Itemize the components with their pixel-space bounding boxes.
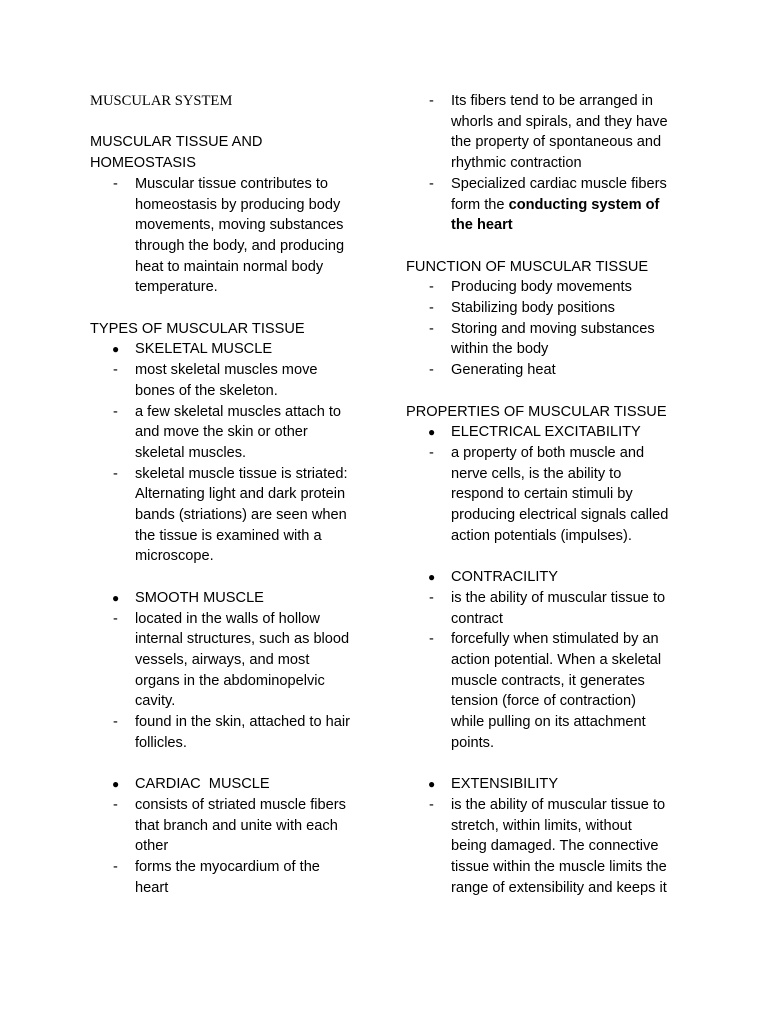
bullet-smooth: ● SMOOTH MUSCLE (90, 588, 380, 609)
dash-marker: - (429, 444, 434, 461)
dash-marker: - (429, 362, 434, 379)
list-item: - is the ability of muscular tissue to stretch, within limits, without being damaged. The connective tissue within the muscle limits the range of extensibility and keeps it (429, 796, 667, 896)
dash-marker: - (429, 796, 434, 813)
dash-marker: - (113, 465, 118, 482)
bullet-skeletal: ● SKELETAL MUSCLE (90, 339, 380, 360)
heading-line: MUSCULAR TISSUE AND (90, 134, 263, 151)
list-item: - most skeletal muscles move bones of the skeleton. (113, 362, 318, 399)
dash-marker: - (113, 796, 118, 813)
list-item: - consists of striated muscle fibers that branch and unite with each other (113, 796, 346, 855)
heading-homeostasis (90, 132, 380, 173)
list-item: - Storing and moving substances within the body (429, 320, 655, 358)
list-item: - forms the myocardium of the heart (113, 858, 320, 896)
dash-marker: - (429, 93, 434, 109)
list-item: - a few skeletal muscles attach to and move the skin or other skeletal muscles. (113, 403, 342, 461)
bold-text: conducting system of (508, 196, 660, 213)
document-title: MUSCULAR SYSTEM (90, 93, 233, 109)
bullet-marker: ● (112, 342, 120, 357)
dash-marker: - (429, 175, 434, 192)
dash-marker: - (429, 589, 434, 606)
list-item: - a property of both muscle and nerve cells, is the ability to respond to certain stimuli by producing electrical signals called action potentials (impulses). (429, 444, 669, 544)
bullet-cardiac: ● CARDIAC MUSCLE (90, 774, 380, 795)
list-item: - Muscular tissue contributes to homeostasis by producing body movements, moving substances through the body, and producing heat to maintain normal body temperature. (113, 175, 345, 296)
list-item: - Generating heat (406, 360, 696, 381)
list-item: - skeletal muscle tissue is striated: Alternating light and dark protein bands (striations) are seen when the tissue is examined with a microscope. (113, 465, 348, 565)
list-item: - is the ability of muscular tissue to contract (429, 589, 666, 627)
list-item: - forcefully when stimulated by an action potential. When a skeletal muscle contracts, it generates tension (force of contraction) while pulling on its attachment points. (429, 631, 662, 751)
dash-marker: - (429, 320, 434, 337)
list-item: - found in the skin, attached to hair follicles. (113, 714, 350, 751)
bullet-marker: ● (428, 425, 436, 440)
dash-marker: - (113, 403, 118, 420)
list-item: - Stabilizing body positions (406, 298, 696, 319)
heading-function: FUNCTION OF MUSCULAR TISSUE (406, 258, 649, 275)
dash-marker: - (429, 631, 434, 648)
heading-line: HOMEOSTASIS (90, 155, 196, 172)
heading-properties: PROPERTIES OF MUSCULAR TISSUE (406, 403, 667, 420)
bullet-extensibility: ● EXTENSIBILITY (406, 774, 696, 795)
list-item: - Its fibers tend to be arranged in whorls and spirals, and they have the property of spontaneous and rhythmic contraction (429, 93, 668, 172)
bullet-excitability: ● ELECTRICAL EXCITABILITY (406, 422, 696, 443)
bullet-marker: ● (112, 777, 120, 792)
list-item: - Specialized cardiac muscle fibers form the conducting system of the heart (429, 175, 667, 234)
dash-marker: - (113, 610, 118, 627)
dash-marker: - (113, 858, 118, 875)
bullet-marker: ● (112, 590, 120, 605)
bullet-marker: ● (428, 777, 436, 792)
bullet-marker: ● (428, 570, 436, 585)
list-item: - Producing body movements (406, 277, 696, 298)
dash-marker: - (113, 175, 118, 192)
right-column (406, 91, 696, 898)
dash-marker: - (429, 300, 434, 317)
dash-marker: - (429, 279, 434, 296)
bullet-contractility: ● CONTRACILITY (406, 567, 696, 588)
list-item: - located in the walls of hollow internal structures, such as blood vessels, airways, and most organs in the abdominopelvic cavity. (113, 610, 350, 710)
bold-text: the heart (451, 217, 513, 234)
left-column (90, 91, 380, 898)
heading-types: TYPES OF MUSCULAR TISSUE (90, 320, 305, 337)
dash-marker: - (113, 362, 118, 379)
dash-marker: - (113, 714, 118, 731)
